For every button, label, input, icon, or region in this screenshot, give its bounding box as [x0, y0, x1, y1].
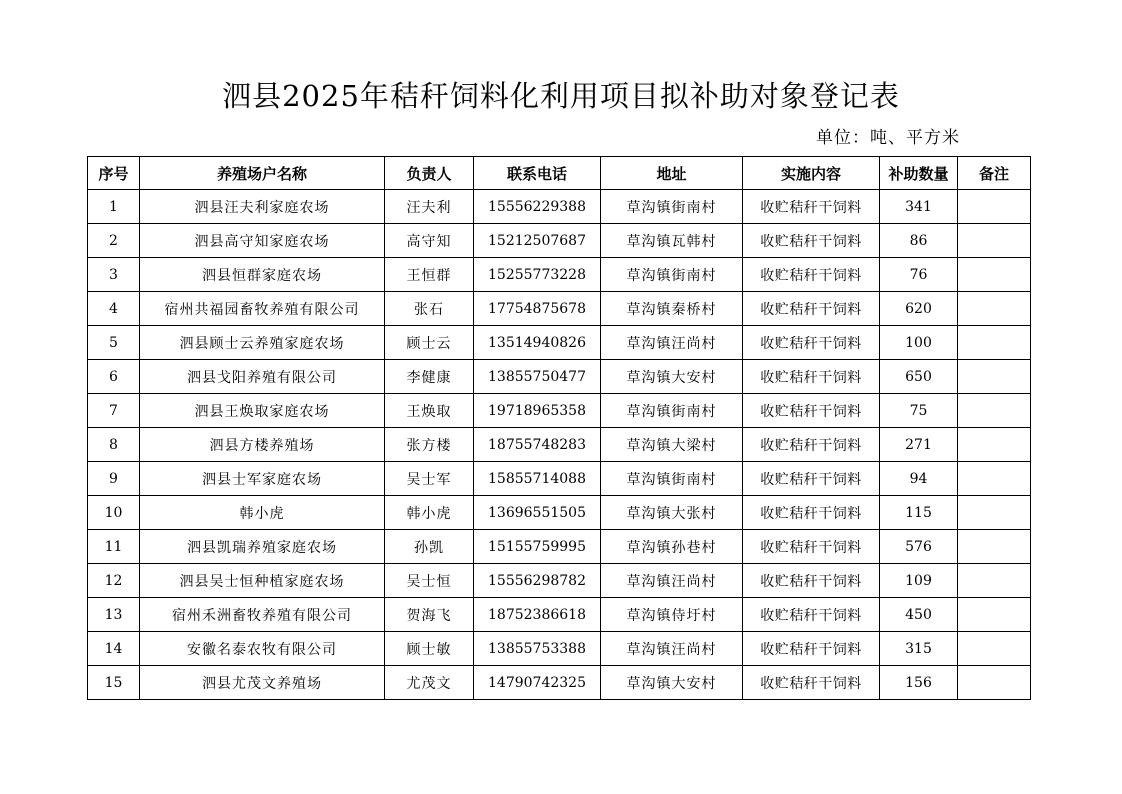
cell-name: 泗县吴士恒种植家庭农场	[140, 564, 385, 598]
cell-address: 草沟镇街南村	[601, 190, 743, 224]
cell-seq: 12	[88, 564, 140, 598]
cell-note	[958, 360, 1031, 394]
cell-content: 收贮秸秆干饲料	[743, 530, 880, 564]
table-row	[88, 428, 1031, 462]
cell-content: 收贮秸秆干饲料	[743, 394, 880, 428]
cell-name: 韩小虎	[140, 496, 385, 530]
cell-seq: 5	[88, 326, 140, 360]
cell-address: 草沟镇瓦韩村	[601, 224, 743, 258]
cell-name: 宿州共福园畜牧养殖有限公司	[140, 292, 385, 326]
cell-phone: 13696551505	[474, 496, 601, 530]
cell-person: 吴士军	[385, 462, 474, 496]
unit-label: 单位：吨、平方米	[816, 128, 960, 148]
cell-seq: 3	[88, 258, 140, 292]
cell-person: 贺海飞	[385, 598, 474, 632]
cell-content: 收贮秸秆干饲料	[743, 462, 880, 496]
cell-person: 李健康	[385, 360, 474, 394]
cell-qty: 86	[880, 224, 958, 258]
cell-person: 王焕取	[385, 394, 474, 428]
cell-qty: 94	[880, 462, 958, 496]
cell-phone: 15855714088	[474, 462, 601, 496]
cell-address: 草沟镇汪尚村	[601, 632, 743, 666]
cell-person: 顾士云	[385, 326, 474, 360]
cell-name: 泗县王焕取家庭农场	[140, 394, 385, 428]
header-phone: 联系电话	[474, 157, 601, 190]
cell-name: 安徽名泰农牧有限公司	[140, 632, 385, 666]
cell-person: 汪夫利	[385, 190, 474, 224]
cell-name: 泗县高守知家庭农场	[140, 224, 385, 258]
cell-qty: 315	[880, 632, 958, 666]
cell-address: 草沟镇街南村	[601, 394, 743, 428]
cell-phone: 15556229388	[474, 190, 601, 224]
cell-qty: 115	[880, 496, 958, 530]
header-seq: 序号	[88, 157, 140, 190]
cell-address: 草沟镇大安村	[601, 360, 743, 394]
cell-seq: 1	[88, 190, 140, 224]
cell-person: 吴士恒	[385, 564, 474, 598]
cell-content: 收贮秸秆干饲料	[743, 224, 880, 258]
cell-phone: 18752386618	[474, 598, 601, 632]
cell-address: 草沟镇孙巷村	[601, 530, 743, 564]
cell-phone: 14790742325	[474, 666, 601, 700]
cell-seq: 4	[88, 292, 140, 326]
cell-phone: 18755748283	[474, 428, 601, 462]
cell-name: 泗县戈阳养殖有限公司	[140, 360, 385, 394]
cell-address: 草沟镇大张村	[601, 496, 743, 530]
cell-name: 泗县恒群家庭农场	[140, 258, 385, 292]
table-row	[88, 224, 1031, 258]
cell-address: 草沟镇侍圩村	[601, 598, 743, 632]
cell-content: 收贮秸秆干饲料	[743, 496, 880, 530]
table-row	[88, 666, 1031, 700]
document-title: 泗县2025年秸秆饲料化利用项目拟补助对象登记表	[222, 79, 900, 113]
cell-qty: 76	[880, 258, 958, 292]
cell-phone: 13855753388	[474, 632, 601, 666]
cell-phone: 13855750477	[474, 360, 601, 394]
cell-person: 张方楼	[385, 428, 474, 462]
table-row	[88, 394, 1031, 428]
cell-name: 泗县士军家庭农场	[140, 462, 385, 496]
cell-phone: 13514940826	[474, 326, 601, 360]
cell-phone: 15155759995	[474, 530, 601, 564]
cell-note	[958, 394, 1031, 428]
registration-table	[87, 156, 1031, 700]
cell-seq: 9	[88, 462, 140, 496]
cell-phone: 15212507687	[474, 224, 601, 258]
cell-person: 张石	[385, 292, 474, 326]
cell-seq: 13	[88, 598, 140, 632]
header-qty: 补助数量	[880, 157, 958, 190]
cell-name: 泗县顾士云养殖家庭农场	[140, 326, 385, 360]
header-name: 养殖场户名称	[140, 157, 385, 190]
cell-seq: 10	[88, 496, 140, 530]
cell-address: 草沟镇街南村	[601, 258, 743, 292]
table-row	[88, 462, 1031, 496]
cell-address: 草沟镇汪尚村	[601, 564, 743, 598]
cell-note	[958, 496, 1031, 530]
cell-qty: 576	[880, 530, 958, 564]
cell-phone: 15556298782	[474, 564, 601, 598]
cell-note	[958, 530, 1031, 564]
cell-person: 尤茂文	[385, 666, 474, 700]
cell-address: 草沟镇大安村	[601, 666, 743, 700]
cell-person: 王恒群	[385, 258, 474, 292]
cell-seq: 14	[88, 632, 140, 666]
cell-note	[958, 632, 1031, 666]
cell-qty: 100	[880, 326, 958, 360]
header-note: 备注	[958, 157, 1031, 190]
cell-name: 泗县尤茂文养殖场	[140, 666, 385, 700]
cell-seq: 2	[88, 224, 140, 258]
cell-seq: 8	[88, 428, 140, 462]
cell-qty: 156	[880, 666, 958, 700]
cell-content: 收贮秸秆干饲料	[743, 190, 880, 224]
table-row	[88, 496, 1031, 530]
cell-phone: 17754875678	[474, 292, 601, 326]
table-row	[88, 598, 1031, 632]
cell-content: 收贮秸秆干饲料	[743, 632, 880, 666]
cell-qty: 341	[880, 190, 958, 224]
cell-content: 收贮秸秆干饲料	[743, 326, 880, 360]
cell-content: 收贮秸秆干饲料	[743, 666, 880, 700]
table-row	[88, 564, 1031, 598]
cell-note	[958, 326, 1031, 360]
cell-seq: 6	[88, 360, 140, 394]
table-row	[88, 326, 1031, 360]
cell-content: 收贮秸秆干饲料	[743, 360, 880, 394]
table-row	[88, 530, 1031, 564]
cell-note	[958, 258, 1031, 292]
cell-seq: 7	[88, 394, 140, 428]
table-row	[88, 360, 1031, 394]
cell-name: 泗县汪夫利家庭农场	[140, 190, 385, 224]
cell-phone: 19718965358	[474, 394, 601, 428]
cell-content: 收贮秸秆干饲料	[743, 564, 880, 598]
cell-qty: 450	[880, 598, 958, 632]
table-row	[88, 292, 1031, 326]
cell-content: 收贮秸秆干饲料	[743, 292, 880, 326]
cell-person: 孙凯	[385, 530, 474, 564]
cell-note	[958, 190, 1031, 224]
cell-qty: 271	[880, 428, 958, 462]
cell-address: 草沟镇秦桥村	[601, 292, 743, 326]
table-body	[88, 190, 1031, 700]
cell-qty: 650	[880, 360, 958, 394]
table-row	[88, 632, 1031, 666]
cell-note	[958, 292, 1031, 326]
cell-content: 收贮秸秆干饲料	[743, 428, 880, 462]
cell-person: 顾士敏	[385, 632, 474, 666]
table-row	[88, 258, 1031, 292]
cell-content: 收贮秸秆干饲料	[743, 258, 880, 292]
cell-name: 泗县凯瑞养殖家庭农场	[140, 530, 385, 564]
cell-address: 草沟镇大梁村	[601, 428, 743, 462]
cell-qty: 620	[880, 292, 958, 326]
cell-address: 草沟镇街南村	[601, 462, 743, 496]
cell-note	[958, 564, 1031, 598]
cell-note	[958, 428, 1031, 462]
cell-person: 韩小虎	[385, 496, 474, 530]
header-address: 地址	[601, 157, 743, 190]
cell-note	[958, 666, 1031, 700]
header-person: 负责人	[385, 157, 474, 190]
cell-qty: 75	[880, 394, 958, 428]
cell-phone: 15255773228	[474, 258, 601, 292]
cell-note	[958, 462, 1031, 496]
cell-seq: 11	[88, 530, 140, 564]
cell-note	[958, 598, 1031, 632]
table-header-row	[88, 157, 1031, 190]
cell-person: 高守知	[385, 224, 474, 258]
table-row	[88, 190, 1031, 224]
cell-seq: 15	[88, 666, 140, 700]
cell-name: 泗县方楼养殖场	[140, 428, 385, 462]
cell-note	[958, 224, 1031, 258]
cell-name: 宿州禾洲畜牧养殖有限公司	[140, 598, 385, 632]
cell-content: 收贮秸秆干饲料	[743, 598, 880, 632]
cell-address: 草沟镇汪尚村	[601, 326, 743, 360]
header-content: 实施内容	[743, 157, 880, 190]
cell-qty: 109	[880, 564, 958, 598]
